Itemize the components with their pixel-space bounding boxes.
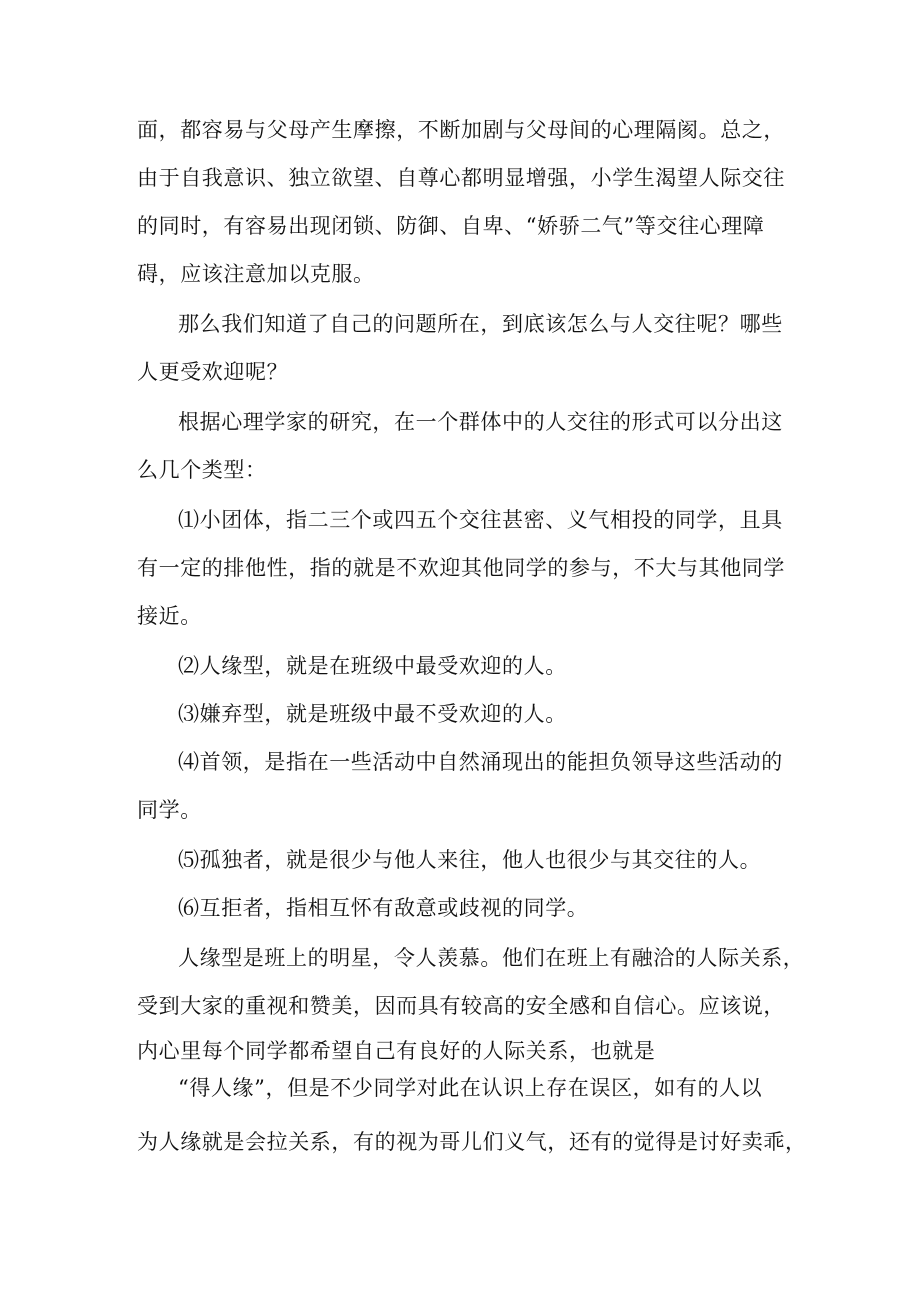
- text-line: 有一定的排他性，指的就是不欢迎其他同学的参与，不大与其他同学: [137, 556, 785, 580]
- paragraph-start-line: 根据心理学家的研究，在一个群体中的人交往的形式可以分出这: [178, 410, 783, 434]
- paragraph-start-line: 人缘型是班上的明星，令人羡慕。他们在班上有融洽的人际关系，: [178, 946, 805, 970]
- paragraph-start-line: 那么我们知道了自己的问题所在，到底该怎么与人交往呢？哪些: [178, 312, 783, 336]
- text-line: 为人缘就是会拉关系，有的视为哥儿们义气，还有的觉得是讨好卖乖，: [137, 1130, 807, 1154]
- list-item-line: ⑵人缘型，就是在班级中最受欢迎的人。: [178, 654, 567, 678]
- text-line: 同学。: [137, 798, 202, 822]
- list-item-line: ⑷首领，是指在一些活动中自然涌现出的能担负领导这些活动的: [178, 750, 783, 774]
- text-line: “得人缘”，但是不少同学对此在认识上存在误区，如有的人以: [178, 1076, 763, 1100]
- text-line: 碍，应该注意加以克服。: [137, 262, 375, 286]
- list-item-line: ⑹互拒者，指相互怀有敌意或歧视的同学。: [178, 896, 589, 920]
- text-line: 面，都容易与父母产生摩擦，不断加剧与父母间的心理隔阂。总之，: [137, 118, 785, 142]
- text-line: 受到大家的重视和赞美，因而具有较高的安全感和自信心。应该说，: [137, 994, 785, 1018]
- text-line: 么几个类型：: [137, 458, 267, 482]
- text-line: 人更受欢迎呢？: [137, 360, 289, 384]
- list-item-line: ⑸孤独者，就是很少与他人来往，他人也很少与其交往的人。: [178, 848, 762, 872]
- text-line: 的同时，有容易出现闭锁、防御、自卑、“娇骄二气”等交往心理障: [137, 214, 765, 238]
- text-line: 接近。: [137, 604, 202, 628]
- list-item-line: ⑴小团体，指二三个或四五个交往甚密、义气相投的同学，且具: [178, 508, 783, 532]
- text-line: 由于自我意识、独立欲望、自尊心都明显增强，小学生渴望人际交往: [137, 166, 785, 190]
- text-line: 内心里每个同学都希望自己有良好的人际关系，也就是: [137, 1039, 656, 1063]
- list-item-line: ⑶嫌弃型，就是班级中最不受欢迎的人。: [178, 702, 567, 726]
